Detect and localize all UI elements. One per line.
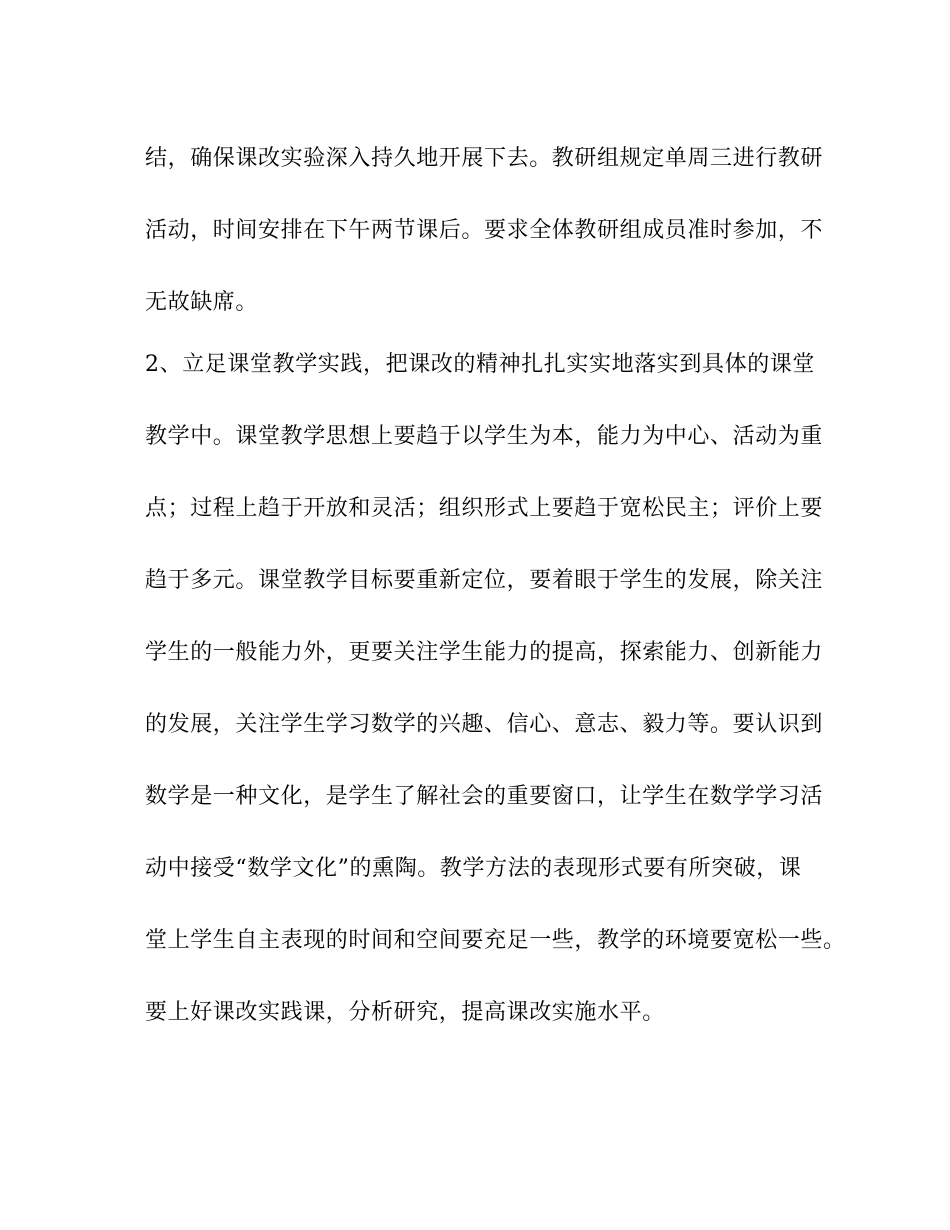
text-line: 趋于多元。课堂教学目标要重新定位，要着眼于学生的发展，除关注 (145, 568, 824, 593)
text-line: 堂上学生自主表现的时间和空间要充足一些，教学的环境要宽松一些。 (145, 928, 846, 953)
text-line: 要上好课改实践课，分析研究，提高课改实施水平。 (145, 1000, 665, 1025)
text-line: 的发展，关注学生学习数学的兴趣、信心、意志、毅力等。要认识到 (145, 712, 824, 737)
text-line: 点；过程上趋于开放和灵活；组织形式上要趋于宽松民主；评价上要 (145, 496, 824, 521)
text-line: 活动，时间安排在下午两节课后。要求全体教研组成员准时参加，不 (145, 218, 824, 243)
text-line: 数学是一种文化，是学生了解社会的重要窗口，让学生在数学学习活 (145, 784, 824, 809)
text-line: 教学中。课堂教学思想上要趋于以学生为本，能力为中心、活动为重 (145, 424, 824, 449)
text-line: 2、立足课堂教学实践，把课改的精神扎扎实实地落实到具体的课堂 (145, 352, 815, 377)
text-line: 动中接受“数学文化”的熏陶。教学方法的表现形式要有所突破，课 (145, 856, 802, 881)
text-line: 学生的一般能力外，更要关注学生能力的提高，探索能力、创新能力 (145, 640, 824, 665)
text-line: 无故缺席。 (145, 290, 259, 315)
text-line: 结，确保课改实验深入持久地开展下去。教研组规定单周三进行教研 (145, 146, 824, 171)
